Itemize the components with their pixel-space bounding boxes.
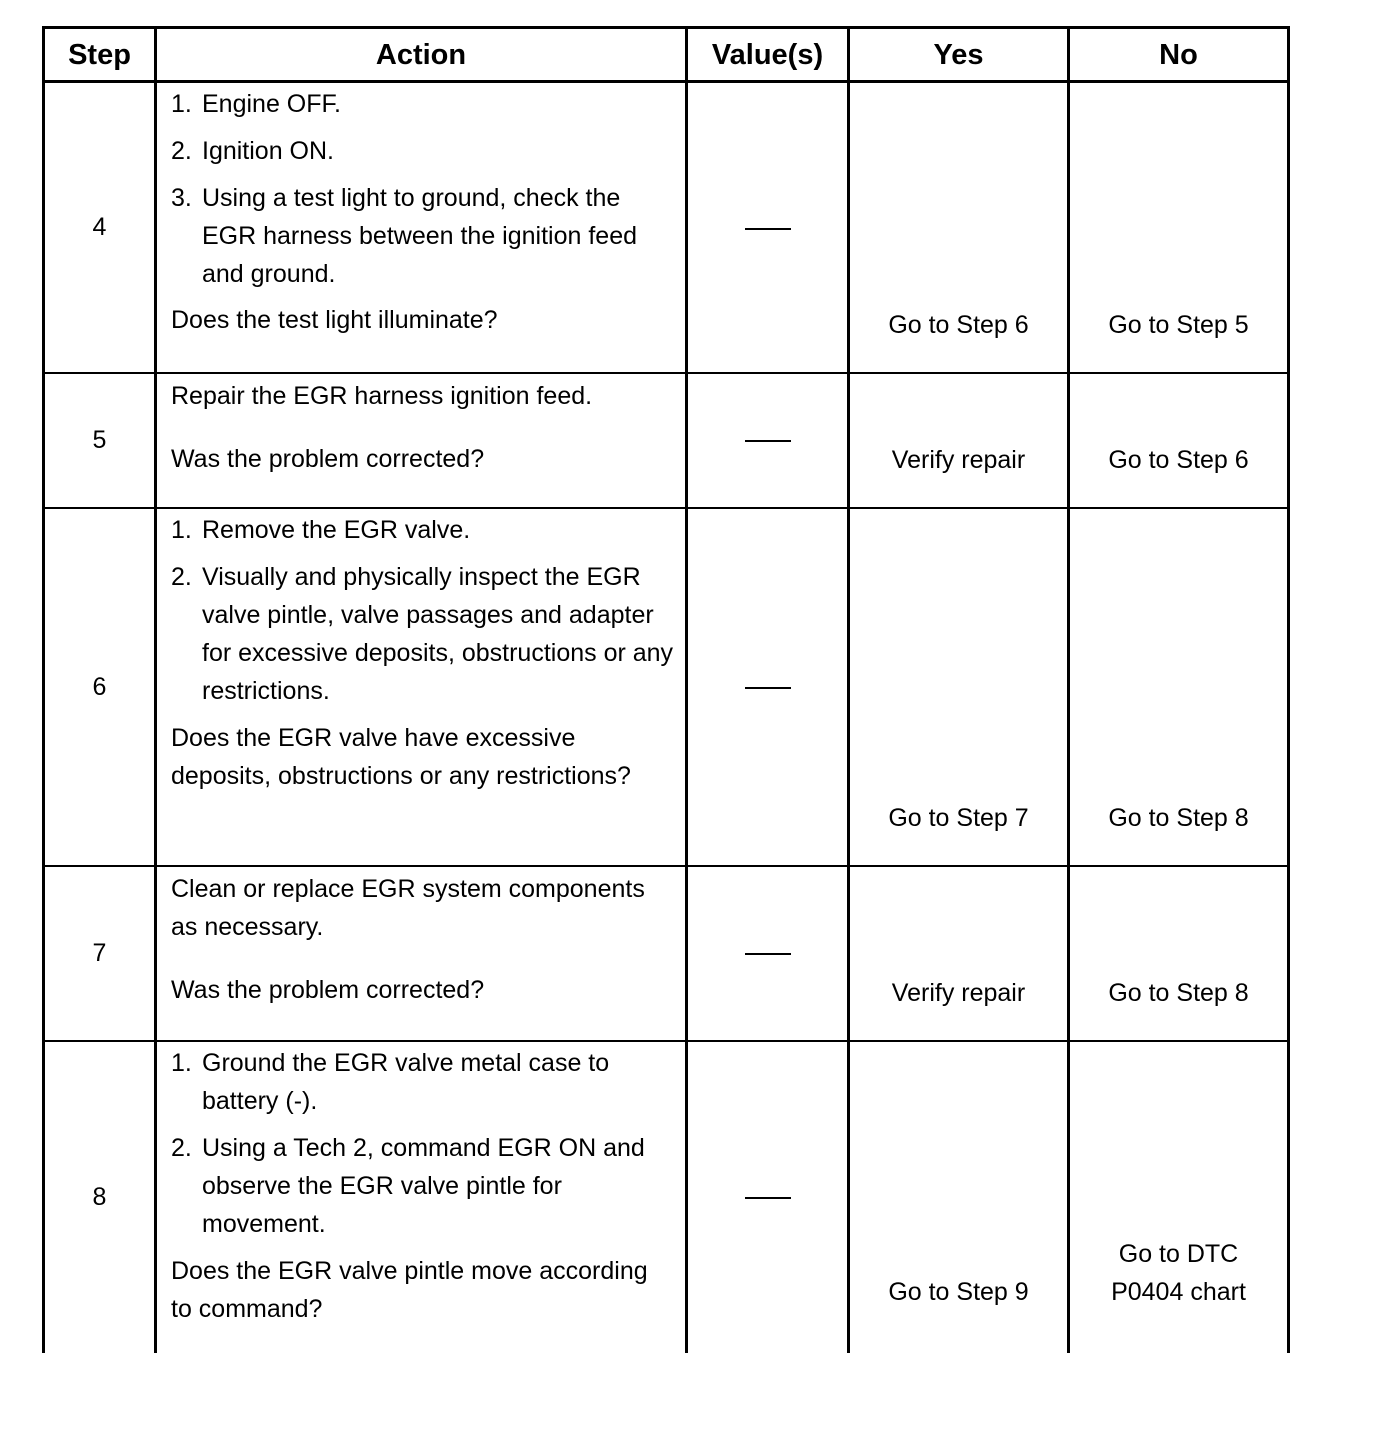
item-text: Visually and physically inspect the EGR valve pintle, valve passages and adapter for excessive deposits, obstructions or any restrictions.	[202, 562, 674, 705]
action-list-item	[171, 1044, 675, 1120]
step-number: 7	[44, 866, 156, 1041]
action-instruction: Clean or replace EGR system components as necessary.	[171, 874, 645, 941]
action-cell	[156, 508, 687, 866]
value-dash	[745, 440, 791, 442]
item-number: 1.	[171, 1048, 192, 1077]
action-list-item	[171, 558, 675, 710]
table-row-step-5	[44, 373, 1289, 508]
no-result: Go to Step 8	[1069, 866, 1289, 1041]
value-cell	[687, 82, 849, 373]
yes-result: Go to Step 7	[849, 508, 1069, 866]
step-number: 4	[44, 82, 156, 373]
table-row-step-4	[44, 82, 1289, 373]
step-number: 6	[44, 508, 156, 866]
header-step: Step	[44, 28, 156, 82]
action-cell	[156, 1041, 687, 1353]
item-text: Engine OFF.	[202, 90, 341, 118]
item-number: 3.	[171, 184, 192, 212]
no-result	[1069, 1041, 1289, 1353]
table-row-step-6	[44, 508, 1289, 866]
action-list-item	[171, 1129, 675, 1243]
item-number: 2.	[171, 562, 192, 591]
item-number: 2.	[171, 1133, 192, 1162]
yes-result: Verify repair	[849, 373, 1069, 508]
no-result-text: Go to DTC P0404 chart	[1111, 1239, 1246, 1306]
step-number: 8	[44, 1041, 156, 1353]
item-text: Ground the EGR valve metal case to battery (-).	[202, 1048, 610, 1115]
action-list	[171, 1044, 675, 1243]
item-number: 1.	[171, 90, 192, 118]
value-dash	[745, 687, 791, 689]
table-header-row	[44, 28, 1289, 82]
action-instruction: Repair the EGR harness ignition feed.	[171, 381, 593, 410]
value-dash	[745, 228, 791, 230]
action-question: Does the test light illuminate?	[171, 306, 498, 334]
action-list	[171, 85, 675, 293]
item-text: Using a test light to ground, check the EGR harness between the ignition feed and ground.	[202, 184, 637, 288]
action-list-item	[171, 132, 675, 170]
value-cell	[687, 373, 849, 508]
yes-result: Go to Step 9	[849, 1041, 1069, 1353]
header-no: No	[1069, 28, 1289, 82]
action-cell	[156, 866, 687, 1041]
item-text: Remove the EGR valve.	[202, 515, 471, 544]
table-row-step-8	[44, 1041, 1289, 1353]
no-result: Go to Step 5	[1069, 82, 1289, 373]
value-dash	[745, 1197, 791, 1199]
no-result: Go to Step 6	[1069, 373, 1289, 508]
action-list-item	[171, 85, 675, 123]
action-cell	[156, 373, 687, 508]
yes-result: Go to Step 6	[849, 82, 1069, 373]
table-row-step-7	[44, 866, 1289, 1041]
action-list	[171, 511, 675, 710]
action-list-item	[171, 511, 675, 549]
diagnostic-table	[42, 26, 1290, 1353]
action-question: Was the problem corrected?	[171, 975, 485, 1004]
item-number: 1.	[171, 515, 192, 544]
step-number: 5	[44, 373, 156, 508]
value-cell	[687, 866, 849, 1041]
no-result: Go to Step 8	[1069, 508, 1289, 866]
value-cell	[687, 1041, 849, 1353]
action-list-item	[171, 179, 675, 293]
action-cell	[156, 82, 687, 373]
diagnostic-table-sheet	[42, 26, 1287, 1353]
yes-result: Verify repair	[849, 866, 1069, 1041]
item-text: Ignition ON.	[202, 137, 335, 165]
value-cell	[687, 508, 849, 866]
item-text: Using a Tech 2, command EGR ON and observe the EGR valve pintle for movement.	[202, 1133, 645, 1238]
action-question: Does the EGR valve have excessive deposits, obstructions or any restrictions?	[171, 723, 631, 790]
header-yes: Yes	[849, 28, 1069, 82]
header-values: Value(s)	[687, 28, 849, 82]
action-question: Does the EGR valve pintle move according to command?	[171, 1256, 648, 1323]
value-dash	[745, 953, 791, 955]
item-number: 2.	[171, 137, 192, 165]
action-question: Was the problem corrected?	[171, 444, 485, 473]
header-action: Action	[156, 28, 687, 82]
